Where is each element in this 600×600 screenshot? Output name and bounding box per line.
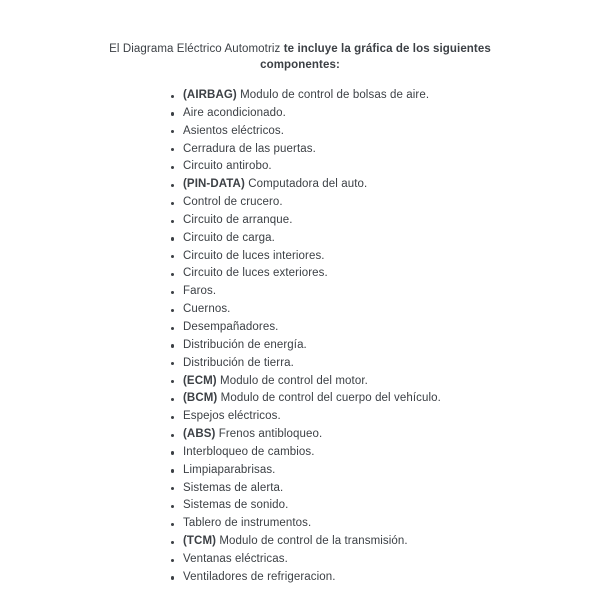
list-item	[170, 141, 600, 159]
list-item	[170, 248, 600, 266]
list-item	[170, 176, 600, 194]
item-text: Sistemas de alerta.	[183, 481, 284, 494]
list-item	[170, 123, 600, 141]
item-text: Circuito de luces interiores.	[183, 249, 325, 262]
title-bold-line1: te incluye la gráfica de los siguientes	[283, 43, 491, 55]
item-text: Cerradura de las puertas.	[183, 142, 316, 155]
item-text: Circuito de carga.	[183, 231, 275, 244]
list-item	[170, 158, 600, 176]
item-text: Modulo de control del cuerpo del vehículo.	[217, 392, 441, 405]
bullet-icon	[171, 220, 174, 223]
bullet-icon	[171, 255, 174, 258]
bullet-icon	[171, 166, 174, 169]
bullet-icon	[171, 434, 174, 437]
item-text: Circuito de arranque.	[183, 213, 293, 226]
list-item	[170, 105, 600, 123]
bullet-icon	[171, 95, 174, 98]
item-text: Tablero de instrumentos.	[183, 517, 312, 530]
item-text: Distribución de energía.	[183, 338, 307, 351]
title-regular-part: El Diagrama Eléctrico Automotriz	[109, 43, 281, 55]
item-bold-label: (ECM)	[183, 374, 217, 387]
item-text: Asientos eléctricos.	[183, 124, 285, 137]
list-item	[170, 265, 600, 283]
item-text: Modulo de control del motor.	[216, 374, 368, 387]
list-item	[170, 480, 600, 498]
list-item	[170, 390, 600, 408]
bullet-icon	[171, 416, 174, 419]
item-bold-label: (AIRBAG)	[183, 89, 237, 101]
item-text: Sistemas de sonido.	[183, 499, 289, 512]
page-title	[0, 41, 600, 73]
bullet-icon	[171, 362, 174, 365]
bullet-icon	[171, 327, 174, 330]
list-item	[170, 301, 600, 319]
item-bold-label: (PIN-DATA)	[183, 178, 245, 191]
list-item	[170, 194, 600, 212]
item-text: Aire acondicionado.	[183, 106, 286, 119]
bullet-icon	[171, 559, 174, 562]
list-item	[170, 408, 600, 426]
list-item	[170, 551, 600, 569]
list-item	[170, 569, 600, 587]
list-item	[170, 515, 600, 533]
bullet-icon	[171, 487, 174, 490]
list-item	[170, 283, 600, 301]
list-item	[170, 230, 600, 248]
list-item	[170, 497, 600, 515]
item-text: Modulo de control de la transmisión.	[216, 535, 408, 548]
bullet-icon	[171, 237, 174, 240]
bullet-icon	[171, 523, 174, 526]
list-item	[170, 319, 600, 337]
bullet-icon	[171, 273, 174, 276]
item-text: Espejos eléctricos.	[183, 410, 281, 423]
bullet-icon	[171, 309, 174, 312]
item-text: Circuito antirobo.	[183, 160, 272, 173]
bullet-icon	[171, 291, 174, 294]
list-item	[170, 355, 600, 373]
item-text: Computadora del auto.	[244, 178, 368, 191]
item-text: Faros.	[183, 285, 217, 298]
bullet-icon	[171, 148, 174, 151]
bullet-icon	[171, 130, 174, 133]
item-bold-label: (BCM)	[183, 392, 218, 405]
item-text: Distribución de tierra.	[183, 356, 294, 369]
item-text: Cuernos.	[183, 303, 231, 316]
list-item	[170, 426, 600, 444]
item-text: Frenos antibloqueo.	[215, 428, 323, 441]
bullet-icon	[171, 112, 174, 115]
bullet-icon	[171, 184, 174, 187]
bullet-icon	[171, 469, 174, 472]
item-text: Limpiaparabrisas.	[183, 463, 276, 476]
bullet-icon	[171, 344, 174, 347]
components-list	[0, 87, 600, 587]
item-bold-label: (TCM)	[183, 535, 217, 548]
bullet-icon	[171, 541, 174, 544]
item-text: Control de crucero.	[183, 196, 283, 209]
item-text: Ventanas eléctricas.	[183, 552, 288, 565]
bullet-icon	[171, 202, 174, 205]
bullet-icon	[171, 398, 174, 401]
item-text: Desempañadores.	[183, 320, 279, 333]
bullet-icon	[171, 576, 174, 579]
list-item	[170, 337, 600, 355]
item-text: Circuito de luces exteriores.	[183, 267, 328, 280]
list-item	[170, 462, 600, 480]
item-text: Modulo de control de bolsas de aire.	[236, 89, 430, 101]
bullet-icon	[171, 451, 174, 454]
list-item	[170, 87, 600, 105]
bullet-icon	[171, 380, 174, 383]
list-item	[170, 212, 600, 230]
list-item	[170, 444, 600, 462]
item-bold-label: (ABS)	[183, 428, 216, 441]
item-text: Interbloqueo de cambios.	[183, 445, 315, 458]
bullet-icon	[171, 505, 174, 508]
item-text: Ventiladores de refrigeracion.	[183, 570, 336, 583]
list-item	[170, 533, 600, 551]
title-bold-line2: componentes:	[260, 59, 340, 71]
list-item	[170, 373, 600, 391]
